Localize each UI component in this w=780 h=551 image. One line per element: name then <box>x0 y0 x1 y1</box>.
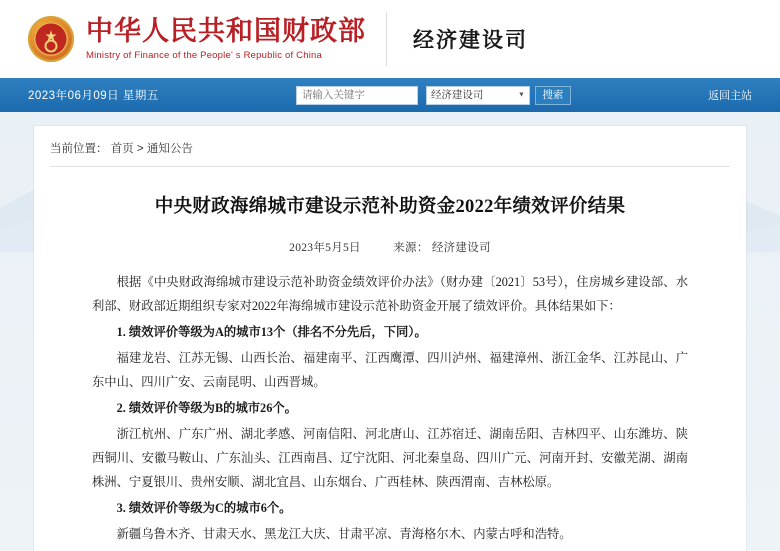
article-paragraph: 新疆乌鲁木齐、甘肃天水、黑龙江大庆、甘肃平凉、青海格尔木、内蒙古呼和浩特。 <box>116 526 572 541</box>
site-title-cn: 中华人民共和国财政部 <box>86 16 366 47</box>
article-meta <box>92 239 688 255</box>
article-paragraph: 1. 绩效评价等级为A的城市13个（排名不分先后，下同）。 <box>116 324 427 339</box>
article-paragraph: 根据《中央财政海绵城市建设示范补助资金绩效评价办法》（财办建〔2021〕53号），住房城乡建设部、水利部、财政部近期组织专家对2022年海绵城市建设示范补助资金开展了绩效评价。具体结果如下： <box>92 274 688 313</box>
article-paragraph: 2. 绩效评价等级为B的城市26个。 <box>116 400 297 415</box>
content-card <box>34 126 746 551</box>
search-area <box>159 86 708 105</box>
site-title-block <box>86 17 366 61</box>
article-source-label: 来源： <box>393 241 429 254</box>
utility-navbar <box>0 78 780 112</box>
breadcrumb-separator: > <box>136 143 144 155</box>
back-home-link[interactable]: 返回主站 <box>708 90 752 102</box>
breadcrumb <box>34 126 746 166</box>
breadcrumb-item-notices[interactable]: 通知公告 <box>146 143 193 155</box>
site-header <box>0 0 780 78</box>
search-input[interactable] <box>296 86 418 105</box>
chevron-down-icon: ▼ <box>518 91 525 99</box>
national-emblem-icon: ★ <box>28 16 74 62</box>
article-date: 2023年5月5日 <box>289 241 361 254</box>
search-scope-select[interactable] <box>426 86 530 105</box>
site-title-en: Ministry of Finance of the People' s Republic of China <box>86 49 322 61</box>
article <box>34 195 746 547</box>
breadcrumb-item-home[interactable]: 首页 <box>110 143 134 155</box>
article-body <box>92 271 688 547</box>
header-divider <box>386 12 387 66</box>
breadcrumb-divider <box>50 166 730 167</box>
page-title: 中央财政海绵城市建设示范补助资金2022年绩效评价结果 <box>154 197 626 217</box>
breadcrumb-prefix: 当前位置： <box>50 143 108 155</box>
current-date: 2023年06月09日 星期五 <box>28 90 159 102</box>
search-button[interactable]: 搜索 <box>535 86 571 105</box>
back-home-area <box>708 87 752 103</box>
article-paragraph: 浙江杭州、广东广州、湖北孝感、河南信阳、河北唐山、江苏宿迁、湖南岳阳、吉林四平、山东潍坊、陕西铜川、安徽马鞍山、广东汕头、江西南昌、辽宁沈阳、河北秦皇岛、四川广元、河南开封、安徽芜湖、湖南株洲、宁夏银川、贵州安顺、湖北宜昌、山东烟台、广西桂林、陕西渭南、吉林松原。 <box>92 426 688 489</box>
article-paragraph: 3. 绩效评价等级为C的城市6个。 <box>116 500 292 515</box>
search-scope-select-wrap[interactable] <box>422 86 530 105</box>
article-source: 经济建设司 <box>431 241 491 254</box>
department-title: 经济建设司 <box>413 28 528 52</box>
article-paragraph: 福建龙岩、江苏无锡、山西长治、福建南平、江西鹰潭、四川泸州、福建漳州、浙江金华、江苏昆山、广东中山、四川广安、云南昆明、山西晋城。 <box>92 350 688 389</box>
